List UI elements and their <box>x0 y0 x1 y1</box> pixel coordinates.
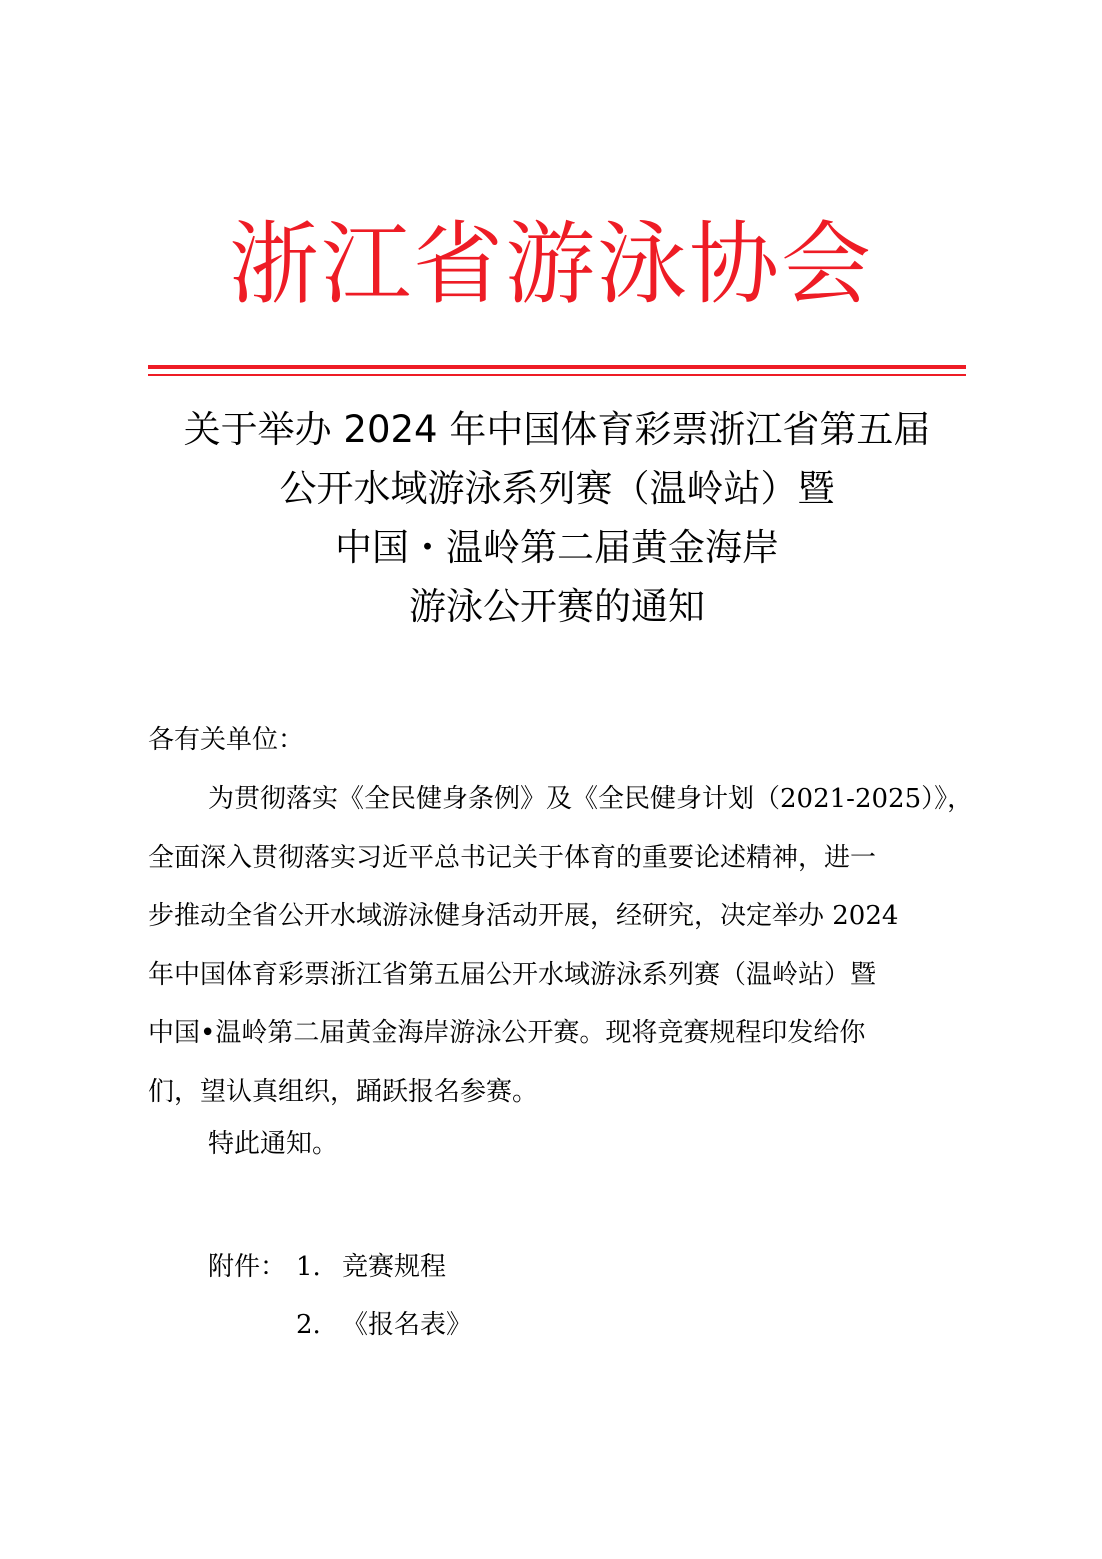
attachment-title: 《报名表》 <box>342 1310 473 1340</box>
attachments-label: 附件： <box>208 1252 287 1282</box>
title-line: 游泳公开赛的通知 <box>409 585 705 628</box>
title-line: 公开水域游泳系列赛（温岭站）暨 <box>279 467 835 510</box>
body-line: 全面深入贯彻落实习近平总书记关于体育的重要论述精神，进一 <box>148 842 877 873</box>
attachment-number: 2. <box>296 1310 321 1340</box>
masthead-red-rule-thick <box>148 365 966 369</box>
masthead-org-name: 浙江省游泳协会 <box>229 212 873 317</box>
body-line: 年中国体育彩票浙江省第五届公开水域游泳系列赛（温岭站）暨 <box>148 959 877 990</box>
body-line: 步推动全省公开水域游泳健身活动开展，经研究，决定举办 2024 <box>148 901 899 931</box>
attachment-item <box>208 1238 472 1296</box>
attachment-number: 1. <box>296 1252 321 1282</box>
closing-line: 特此通知。 <box>208 1129 339 1159</box>
attachment-title: 竞赛规程 <box>342 1252 447 1282</box>
attachment-item <box>208 1296 472 1354</box>
body-line: 为贯彻落实《全民健身条例》及《全民健身计划（2021-2025）》， <box>208 784 974 814</box>
body-line: 中国•温岭第二届黄金海岸游泳公开赛。现将竞赛规程印发给你 <box>148 1018 866 1048</box>
document-title <box>100 400 1014 636</box>
body-paragraph <box>148 770 974 1121</box>
title-line: 中国・温岭第二届黄金海岸 <box>335 526 779 569</box>
body-line: 们，望认真组织，踊跃报名参赛。 <box>148 1076 539 1107</box>
masthead-red-rule-thin <box>148 374 966 376</box>
salutation: 各有关单位： <box>148 725 305 755</box>
attachments-list <box>208 1238 472 1354</box>
title-line: 关于举办 2024 年中国体育彩票浙江省第五届 <box>183 408 931 451</box>
